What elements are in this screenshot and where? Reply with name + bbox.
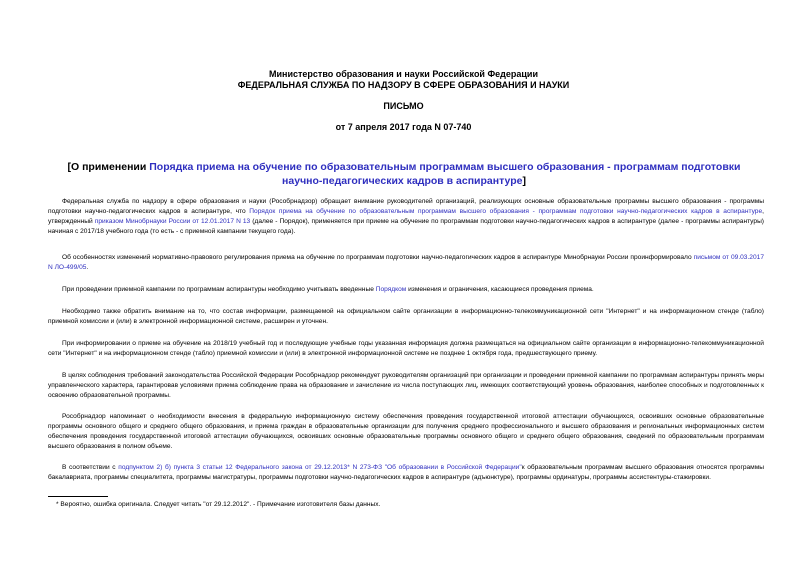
topic-prefix: [О применении bbox=[67, 161, 150, 173]
p8-text-2: к образовательным программам высшего образования относятся программы бакалавриата, программы специалитета, программы магистратуры, программы подготовки научно-педагогических кадров в аспирантуре (адъюнктуре), программы ординатуры, программы ассистентуры-стажировки. bbox=[48, 464, 764, 481]
ministry-order-link[interactable]: приказом Минобрнауки России от 12.01.2017 N 13 bbox=[94, 218, 251, 225]
paragraph-8 bbox=[48, 463, 764, 483]
p1-text-2: , утвержденный bbox=[48, 208, 764, 225]
letter-link[interactable]: письмом от 09.03.2017 N ЛО-499/05 bbox=[48, 254, 764, 271]
document-type: ПИСЬМО bbox=[383, 101, 424, 111]
document-date-number: от 7 апреля 2017 года N 07-740 bbox=[335, 122, 472, 132]
p2-text-1: Об особенностях изменений нормативно-правового регулирования приема на обучение по программам подготовки научно-педагогических кадров в аспирантуре Минобрнауки России проинформировало bbox=[62, 254, 694, 261]
footnote-divider bbox=[48, 496, 108, 497]
order-short-link[interactable]: Порядком bbox=[375, 286, 407, 293]
paragraph-7: Рособрнадзор напоминает о необходимости внесения в федеральную информационную систему обеспечения проведения государственной итоговой аттестации обучающихся, освоивших основные образовательные программы основного общего и среднего общего образования, и приема граждан в образовательные организации для получения среднего профессионального и высшего образования и региональных информационных систем обеспечения проведения государственной итоговой аттестации обучающихся, освоивших основные образовательные программы основного общего и среднего общего образования, сведений по образовательным программам высшего образования в полном объеме. bbox=[48, 413, 764, 450]
p1-text-1: Федеральная служба по надзору в сфере образования и науки (Рособрнадзор) обращает внимание руководителей организаций, реализующих основные образовательные программы высшего образования - программы подготовки научно-педагогических кадров в аспирантуре, что bbox=[48, 198, 764, 215]
p3-text-2: изменения и ограничения, касающиеся проведения приема. bbox=[406, 286, 594, 293]
p8-text-1: В соответствии с bbox=[62, 464, 119, 471]
topic-order-link[interactable]: Порядка приема на обучение по образовательным программам высшего образования - программам подготовки научно-педагогических кадров в аспирантуре bbox=[149, 161, 741, 187]
paragraph-4: Необходимо также обратить внимание на то, что состав информации, размещаемой на официальном сайте организации в информационно-телекоммуникационной сети "Интернет" и на информационном стенде (табло) приемной комиссии и (или) в электронной информационной системе, расширен и уточнен. bbox=[48, 308, 764, 325]
p2-text-2: . bbox=[86, 264, 89, 271]
ministry-title: Министерство образования и науки Российской Федерации bbox=[269, 69, 538, 79]
paragraph-2 bbox=[48, 253, 764, 273]
p1-text-3: (далее - Порядок), применяется при приеме на обучение по программам подготовки научно-педагогических кадров в аспирантуре (далее - программы аспирантуры) начиная с 2017/18 учебного года (то есть - с приемной кампании текущего года). bbox=[48, 218, 765, 235]
paragraph-1 bbox=[48, 197, 764, 237]
service-title: ФЕДЕРАЛЬНАЯ СЛУЖБА ПО НАДЗОРУ В СФЕРЕ ОБРАЗОВАНИЯ И НАУКИ bbox=[237, 80, 570, 90]
federal-law-link[interactable]: подпунктом 2) б) пункта 3 статьи 12 Федерального закона от 29.12.2013* N 273-ФЗ "Об образовании в Российской Федерации" bbox=[118, 464, 522, 471]
paragraph-5: При информировании о приеме на обучение на 2018/19 учебный год и последующие учебные годы указанная информация должна размещаться на официальном сайте организации в информационно-телекоммуникационной сети "Интернет" и на информационном стенде (табло) приемной комиссии и (или) в электронной информационной системе не позднее 1 октября года, предшествующего приему. bbox=[48, 340, 764, 357]
topic-suffix: ] bbox=[522, 175, 526, 187]
paragraph-3 bbox=[48, 285, 764, 295]
paragraph-6: В целях соблюдения требований законодательства Российской Федерации Рособрнадзор рекомендует руководителям организаций при организации и проведении приемной кампании по программам аспирантуры принять меры управленческого характера, гарантировав условиями приема соблюдение права на образование и зачисление из числа поступающих лиц, имеющих соответствующий уровень образования, наиболее способных и подготовленных к освоению образовательной программы. bbox=[48, 372, 764, 399]
footnote: * Вероятно, ошибка оригинала. Следует читать "от 29.12.2012". - Примечание изготовителя базы данных. bbox=[56, 501, 381, 508]
document-topic bbox=[48, 160, 760, 188]
p3-text-1: При проведении приемной кампании по программам аспирантуры необходимо учитывать введенные bbox=[62, 286, 376, 293]
order-link[interactable]: Порядок приема на обучение по образовательным программам высшего образования - программам подготовки научно-педагогических кадров в аспирантуре bbox=[249, 208, 763, 215]
